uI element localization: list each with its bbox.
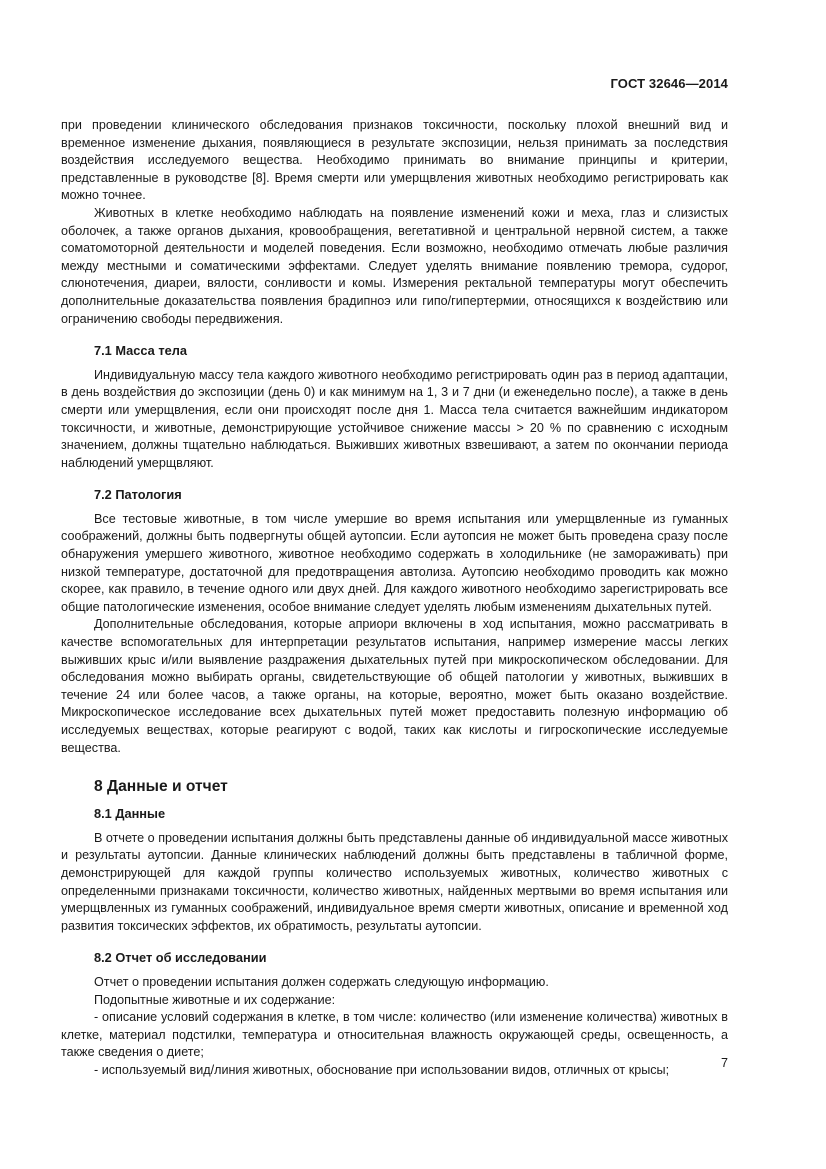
paragraph: при проведении клинического обследования признаков токсичности, поскольку плохой внешний вид и временное изменение дыхания, появляющиеся в результате экспозиции, нельзя принимать за последствия воздействия исследуемого вещества. Необходимо принимать во внимание принципы и критерии, представленные в руководстве [8]. Время смерти или умерщвления животных необходимо регистрировать как можно точнее.	[61, 118, 728, 203]
page-content	[61, 117, 728, 1080]
paragraph: Отчет о проведении испытания должен содержать следующую информацию.	[94, 974, 549, 989]
paragraph: Все тестовые животные, в том числе умершие во время испытания или умерщвленные из гуманных соображений, должны быть подвергнуты общей аутопсии. Если аутопсия не может быть проведена сразу после обнаружения умершего животного, животное необходимо содержать в холодильнике (не замораживать) при низкой температуре, достаточной для предотвращения автолиза. Аутопсию необходимо проводить как можно скорее, как правило, в течение одного или двух дней. Для каждого животного необходимо зарегистрировать все общие патологические изменения, особое внимание следует уделять любым изменениям дыхательных путей.	[61, 511, 728, 614]
section-heading-7-1: 7.1 Масса тела	[94, 343, 187, 359]
section-heading-7-2: 7.2 Патология	[94, 487, 182, 503]
paragraph: В отчете о проведении испытания должны быть представлены данные об индивидуальной массе животных и результаты аутопсии. Данные клинических наблюдений должны быть представлены в табличной форме, демонстрирующей для каждой группы количество используемых животных, количество животных с определенными признаками токсичности, количество животных, найденных мертвыми во время испытания или умерщвленных из гуманных соображений, индивидуальное время смерти животных, описание и временной ход развития токсических эффектов, их обратимость, результаты аутопсии.	[61, 830, 728, 933]
paragraph: Подопытные животные и их содержание:	[94, 992, 336, 1007]
section-heading-8: 8 Данные и отчет	[94, 778, 228, 796]
paragraph: Животных в клетке необходимо наблюдать на появление изменений кожи и меха, глаз и слизистых оболочек, а также органов дыхания, кровообращения, вегетативной и центральной нервной систем, а также соматомоторной деятельности и моделей поведения. Если возможно, необходимо отмечать любые различия между местными и соматическими эффектами. Следует уделять внимание появлению тремора, судорог, слюнотечения, диареи, вялости, сонливости и комы. Измерения ректальной температуры могут обеспечить дополнительные доказательства появления брадипноэ или гипо/гипертермии, относящихся к воздействию или ограничению свободы передвижения.	[61, 205, 728, 326]
list-item: - используемый вид/линия животных, обоснование при использовании видов, отличных от крысы;	[94, 1062, 670, 1077]
paragraph: Индивидуальную массу тела каждого животного необходимо регистрировать один раз в период адаптации, в день воздействия до экспозиции (день 0) и как минимум на 1, 3 и 7 дни (и еженедельно после), а также в день смерти или умерщвления, если они происходят после дня 1. Масса тела считается важнейшим индикатором токсичности, и животные, демонстрирующие устойчивое снижение массы > 20 % по сравнению с исходным значением, должны тщательно наблюдаться. Выживших животных взвешивают, а затем по окончании периода наблюдений умерщвляют.	[61, 367, 728, 470]
paragraph: Дополнительные обследования, которые априори включены в ход испытания, можно рассматривать в качестве вспомогательных для интерпретации результатов испытания, например измерение массы легких выживших крыс и/или выявление раздражения дыхательных путей при микроскопическом обследовании. Для обследования можно выбирать органы, свидетельствующие об общей патологии у животных, выживших в течение 24 или более часов, а также органы, на которые, вероятно, может быть оказано воздействие. Микроскопическое исследование всех дыхательных путей может предоставить полезную информацию об исследуемых веществах, которые реагируют с водой, таких как кислоты и гигроскопические исследуемые вещества.	[61, 617, 728, 755]
section-heading-8-1: 8.1 Данные	[94, 806, 166, 822]
section-heading-8-2: 8.2 Отчет об исследовании	[94, 950, 267, 966]
list-item: - описание условий содержания в клетке, в том числе: количество (или изменение количества) животных в клетке, материал подстилки, температура и относительная влажность окружающей среды, освещенность, а также сведения о диете;	[61, 1010, 728, 1060]
page-number: 7	[720, 1056, 728, 1070]
document-code: ГОСТ 32646—2014	[610, 76, 728, 91]
